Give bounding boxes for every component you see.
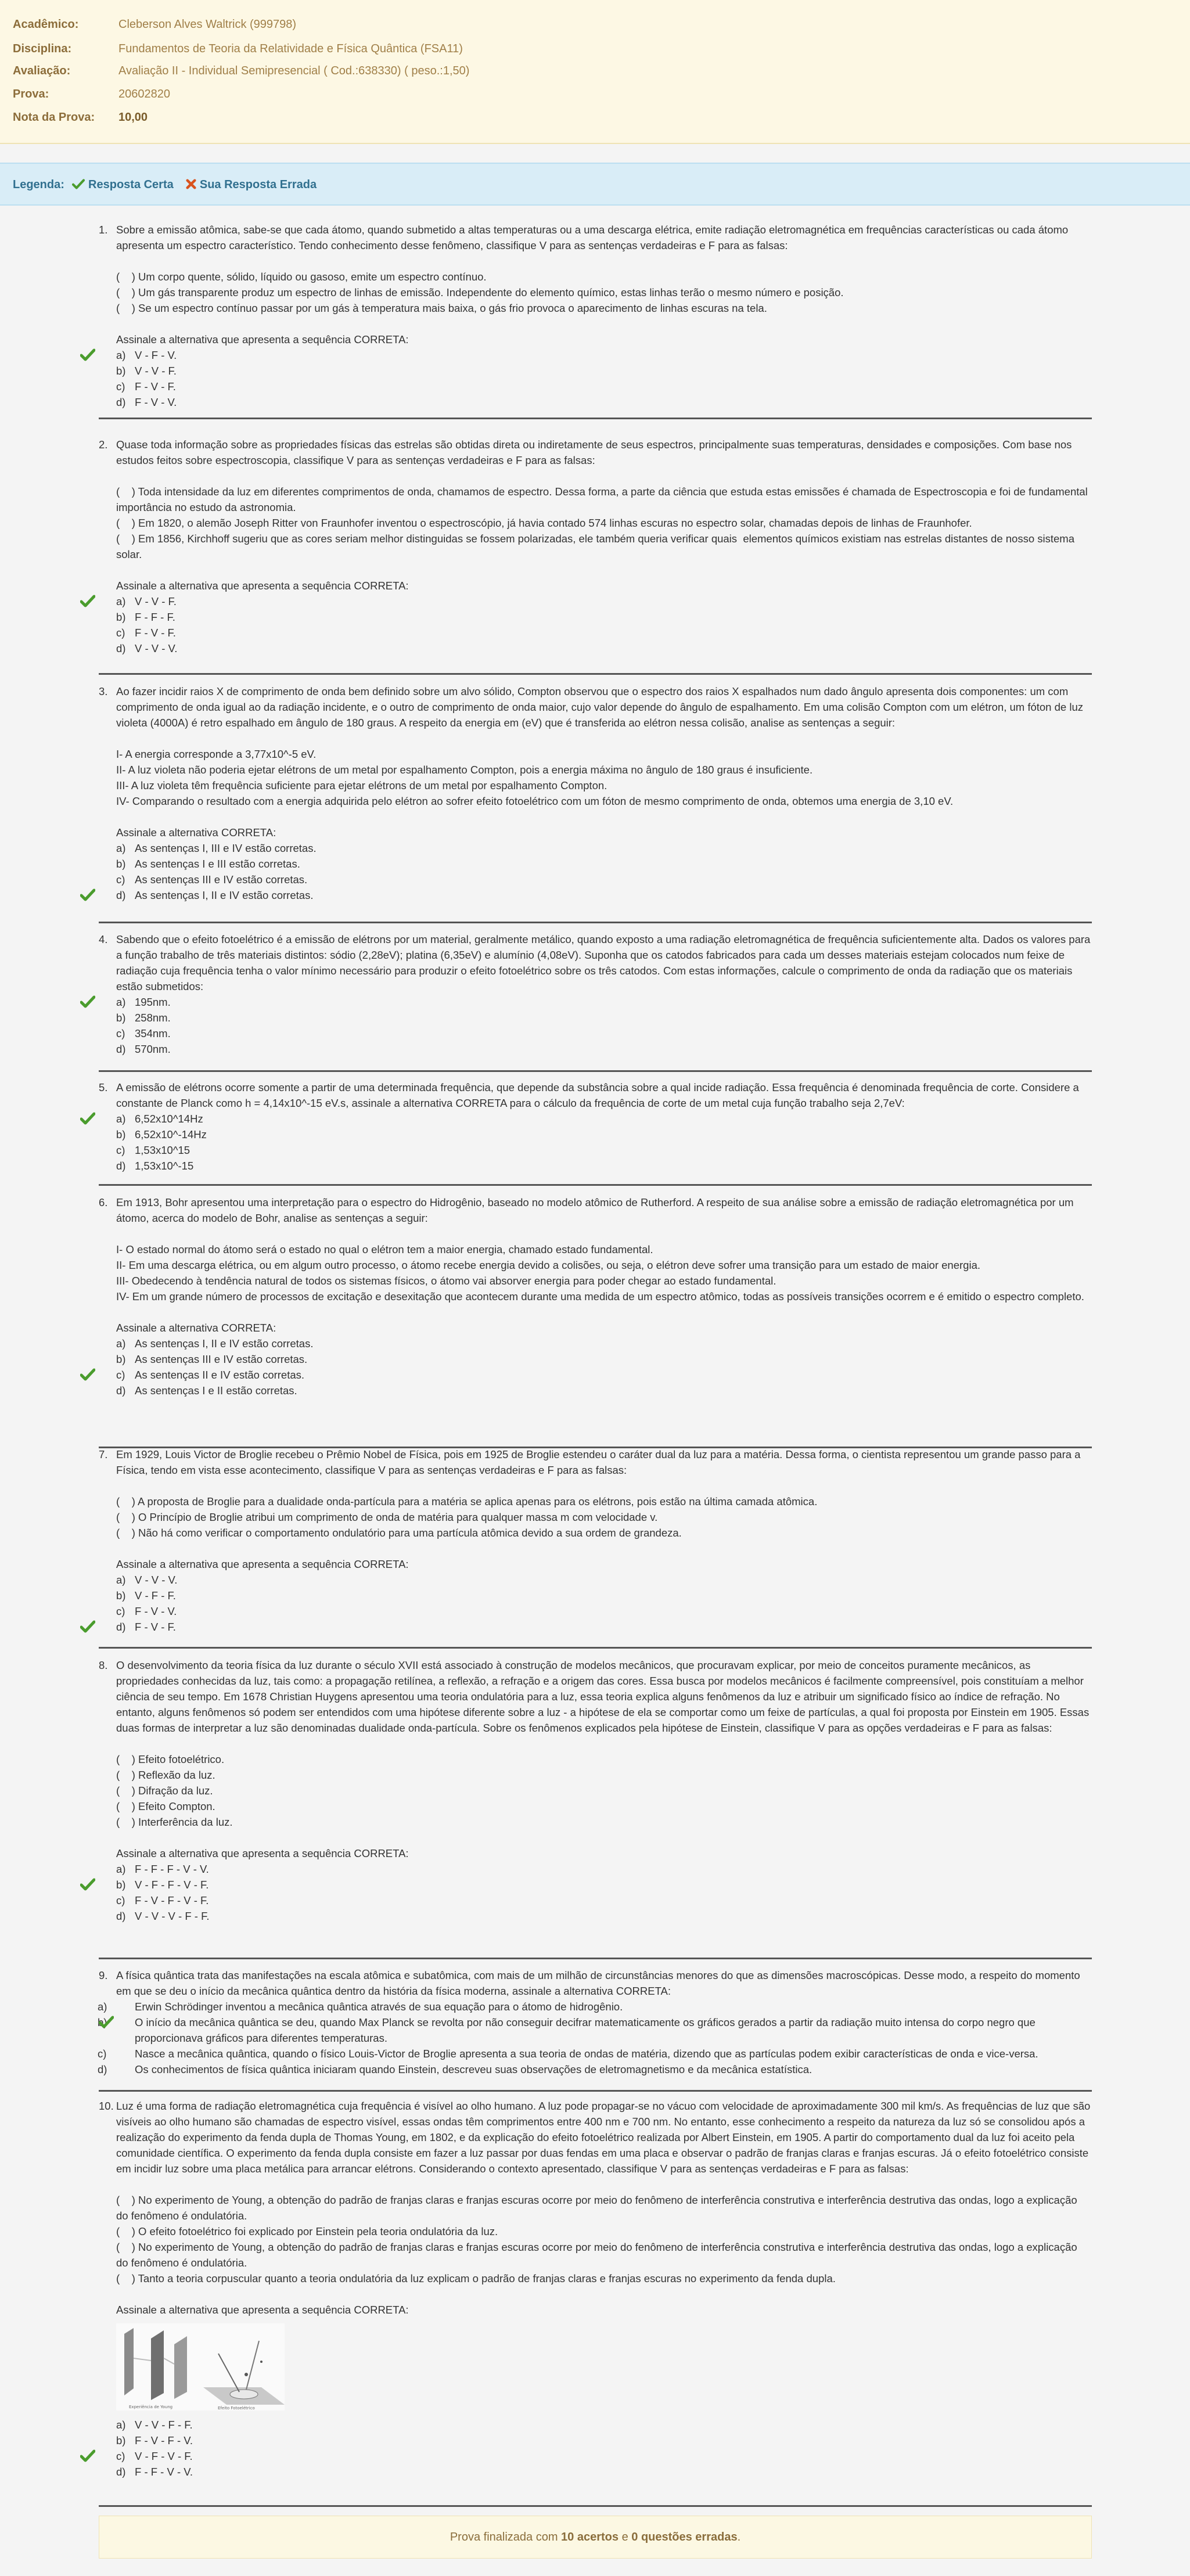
- option-letter: a): [116, 996, 126, 1008]
- option-d: [116, 641, 1092, 656]
- header-label: Nota da Prova:: [13, 111, 95, 124]
- option-text: As sentenças III e IV estão corretas.: [135, 873, 308, 886]
- option-text: As sentenças I e II estão corretas.: [135, 1384, 297, 1397]
- option-text: As sentenças III e IV estão corretas.: [135, 1353, 308, 1365]
- student-name: Cleberson Alves Waltrick (999798): [118, 18, 297, 31]
- option-letter: b): [116, 611, 126, 623]
- option-text: As sentenças I, II e IV estão corretas.: [135, 1337, 314, 1350]
- figure-caption-right: Efeito Fotoelétrico: [218, 2406, 255, 2410]
- question-number: 5.: [99, 1081, 108, 1093]
- question-number: 3.: [99, 685, 108, 697]
- question-10: [99, 2098, 1092, 2507]
- question-text: Ao fazer incidir raios X de comprimento de onda bem definido sobre um alvo sólido, Compton observou que o espectro dos raios X espalhados num dado ângulo apresenta dois componentes: um com comprimento de onda igual ao da radiação incidente, e o outro de comprimento de onda maior, cujo valor depende do ângulo de espalhamento. Em uma colisão Compton com um elétron, um fóton de luz violeta (4000A) é retro espalhado em ângulo de 180 graus. A respeito da energia em (eV) que é transferida ao elétron nessa colisão, analise as sentenças a seguir:: [116, 685, 1087, 729]
- statement-list: [116, 484, 1092, 562]
- option-text: Nasce a mecânica quântica, quando o físico Louis-Victor de Broglie apresenta a sua teoria de ondas de matéria, dizendo que as partículas podem exibir características de onda e vice-versa.: [135, 2048, 1038, 2060]
- option-text: 6,52x10^-14Hz: [135, 1128, 207, 1141]
- question-text: Em 1913, Bohr apresentou uma interpretação para o espectro do Hidrogênio, baseado no modelo atômico de Rutherford. A respeito de sua análise sobre a emissão de radiação eletromagnética por um átomo, acerca do modelo de Bohr, analise as sentenças a seguir:: [116, 1196, 1077, 1224]
- question-text: A física quântica trata das manifestações na escala atômica e subatômica, com mais de um milhão de circunstâncias menores do que as dimensões macroscópicas. Desse modo, a respeito do momento em que se deu o início da mecânica quântica dentro da história da física moderna, assinale a alternativa CORRETA:: [116, 1969, 1083, 1997]
- option-text: 1,53x10^-15: [135, 1160, 194, 1172]
- check-icon: [80, 595, 95, 607]
- option-letter: a): [116, 842, 126, 854]
- option-text: F - V - V.: [135, 1605, 177, 1617]
- option-letter: d): [116, 2466, 126, 2478]
- check-icon: [72, 178, 88, 191]
- option-letter: c): [116, 873, 125, 886]
- option-letter: c): [98, 2048, 107, 2060]
- question-number: 8.: [99, 1659, 108, 1671]
- statement: IV- Comparando o resultado com a energia adquirida pelo elétron ao sofrer efeito fotoelétrico com um fóton de mesmo comprimento de onda, obtemos uma energia de 3,10 eV.: [116, 795, 954, 807]
- option-a: [116, 840, 1092, 856]
- option-letter: c): [116, 1605, 125, 1617]
- question-body: [116, 1195, 1092, 1398]
- question-body: [116, 683, 1092, 903]
- option-text: 195nm.: [135, 996, 171, 1008]
- statement: I- A energia corresponde a 3,77x10^-5 eV.: [116, 748, 317, 760]
- option-list: [116, 1572, 1092, 1635]
- option-letter: a): [116, 2419, 126, 2431]
- question-body: [116, 1080, 1092, 1174]
- option-c: [116, 1142, 1092, 1158]
- result-suffix: .: [737, 2531, 741, 2543]
- option-text: 258nm.: [135, 1012, 171, 1024]
- statement: ( ) Em 1856, Kirchhoff sugeriu que as cores seriam melhor distinguidas se fossem polarizadas, ele também queria verificar quais elementos químicos existiam nas estrelas distantes de nosso sistema solar.: [116, 533, 1078, 560]
- option-letter: b): [116, 1128, 126, 1141]
- option-a: [116, 1111, 1092, 1127]
- statement: II- Em uma descarga elétrica, ou em algum outro processo, o átomo recebe energia devido a colisões, ou seja, o elétron deve sofrer uma transição para um estado de maior energia.: [116, 1259, 980, 1271]
- option-list: [116, 593, 1092, 656]
- question-number: 7.: [99, 1448, 108, 1460]
- option-b: [116, 609, 1092, 625]
- option-text: V - V - F - F.: [135, 2419, 193, 2431]
- answer-prompt: Assinale a alternativa que apresenta a sequência CORRETA:: [116, 580, 409, 592]
- question-body: [98, 1967, 1092, 2077]
- option-letter: b): [116, 2434, 126, 2447]
- experiment-illustration: [116, 2323, 1092, 2415]
- question-4: [99, 931, 1092, 1072]
- statement: III- Obedecendo à tendência natural de todos os sistemas físicos, o átomo vai absorver energia para poder chegar ao estado fundamental.: [116, 1275, 776, 1287]
- option-text: As sentenças II e IV estão corretas.: [135, 1369, 305, 1381]
- option-d: [116, 2464, 1092, 2480]
- question-5: [99, 1080, 1092, 1186]
- statement: ( ) A proposta de Broglie para a dualidade onda-partícula para a matéria se aplica apenas para os elétrons, pois estão na última camada atômica.: [116, 1495, 818, 1508]
- option-text: F - V - F - V - F.: [135, 1894, 209, 1906]
- option-text: V - V - V - F - F.: [135, 1910, 210, 1922]
- option-b: [116, 1877, 1092, 1893]
- option-letter: c): [116, 380, 125, 393]
- option-letter: a): [116, 595, 126, 607]
- option-a: [116, 994, 1092, 1010]
- option-letter: b): [116, 1353, 126, 1365]
- option-d: [116, 394, 1092, 410]
- option-c: [116, 1893, 1092, 1908]
- option-d: [116, 1383, 1092, 1398]
- option-text: As sentenças I, II e IV estão corretas.: [135, 889, 314, 901]
- option-b: [98, 2014, 1092, 2046]
- statement: ( ) O efeito fotoelétrico foi explicado por Einstein pela teoria ondulatória da luz.: [116, 2225, 498, 2237]
- statement-list: [116, 1242, 1092, 1304]
- option-text: V - F - F.: [135, 1589, 176, 1602]
- option-letter: d): [98, 2063, 107, 2075]
- option-text: O início da mecânica quântica se deu, quando Max Planck se revolta por não conseguir decifrar matematicamente os gráficos gerados a partir da radiação muito intensa do corpo negro que proporcionava gráficos para diferentes temperaturas.: [135, 2016, 1036, 2044]
- option-d: [116, 1041, 1092, 1057]
- option-d: [116, 887, 1092, 903]
- option-c: [116, 1367, 1092, 1383]
- option-a: [116, 1336, 1092, 1351]
- statement: III- A luz violeta têm frequência suficiente para ejetar elétrons de um metal por espalhamento Compton.: [116, 779, 607, 791]
- statement: ( ) No experimento de Young, a obtenção do padrão de franjas claras e franjas escuras ocorre por meio do fenômeno de interferência construtiva e interferência destrutiva das ondas, logo a explicação do fenômeno é ondulatória.: [116, 2194, 1080, 2222]
- exam-info-panel: [0, 0, 1190, 144]
- option-text: V - F - V - F.: [135, 2450, 193, 2462]
- question-2: [99, 437, 1092, 675]
- question-number: 9.: [99, 1969, 108, 1981]
- check-icon: [80, 1368, 95, 1381]
- question-text: Quase toda informação sobre as propriedades físicas das estrelas são obtidas direta ou indiretamente de seus espectros, principalmente suas temperaturas, densidades e composições. Com base nos estudos feitos sobre espectroscopia, classifique V para as sentenças verdadeiras e F para as falsas:: [116, 438, 1075, 466]
- cross-icon: [186, 178, 200, 191]
- answer-prompt: Assinale a alternativa que apresenta a sequência CORRETA:: [116, 1558, 409, 1570]
- statement: ( ) Se um espectro contínuo passar por um gás à temperatura mais baixa, o gás frio provoca o aparecimento de linhas escuras na tela.: [116, 302, 767, 314]
- option-text: V - V - F.: [135, 595, 177, 607]
- check-icon: [80, 348, 95, 361]
- question-number: 4.: [99, 933, 108, 945]
- question-number: 6.: [99, 1196, 108, 1208]
- question-text: A emissão de elétrons ocorre somente a partir de uma determinada frequência, que depende da substância sobre a qual incide radiação. Essa frequência é denominada frequência de corte. Considere a constante de Planck como h = 4,14x10^-15 eV.s, assinale a alternativa CORRETA para o cálculo da frequência de corte de um metal cuja função trabalho seja 2,7eV:: [116, 1081, 1082, 1109]
- option-letter: c): [116, 1144, 125, 1156]
- option-text: F - F - F.: [135, 611, 175, 623]
- question-3: [99, 683, 1092, 923]
- option-text: F - V - V.: [135, 396, 177, 408]
- result-middle: e: [621, 2531, 628, 2543]
- option-letter: b): [116, 365, 126, 377]
- statement-list: [116, 2192, 1092, 2286]
- option-b: [116, 1127, 1092, 1142]
- evaluation-name: Avaliação II - Individual Semipresencial ( Cod.:638330) ( peso.:1,50): [118, 64, 470, 77]
- option-letter: b): [116, 1589, 126, 1602]
- option-letter: d): [116, 1910, 126, 1922]
- check-icon: [80, 2449, 95, 2462]
- option-letter: b): [116, 1012, 126, 1024]
- check-icon: [80, 888, 95, 901]
- option-d: [116, 1619, 1092, 1635]
- question-body: [116, 2098, 1092, 2480]
- question-6: [99, 1195, 1092, 1448]
- option-letter: a): [116, 349, 126, 361]
- statement: ( ) No experimento de Young, a obtenção do padrão de franjas claras e franjas escuras ocorre por meio do fenômeno de interferência construtiva e interferência destrutiva das ondas, logo a explicação do fenômeno é ondulatória.: [116, 2241, 1080, 2269]
- statement-list: [116, 746, 1092, 809]
- question-text: Em 1929, Louis Victor de Broglie recebeu o Prêmio Nobel de Física, pois em 1925 de Broglie estendeu o caráter dual da luz para a matéria. Dessa forma, o cientista representou um grande passo para a Física, tendo em vista esse acontecimento, classifique V para as sentenças verdadeiras e F para as falsas:: [116, 1448, 1084, 1476]
- check-icon: [80, 1878, 95, 1891]
- statement: ( ) Em 1820, o alemão Joseph Ritter von Fraunhofer inventou o espectroscópio, já havia contado 574 linhas escuras no espectro solar, chamadas depois de linhas de Fraunhofer.: [116, 517, 972, 529]
- answer-prompt: Assinale a alternativa CORRETA:: [116, 1322, 276, 1334]
- question-body: [116, 1657, 1092, 1924]
- option-text: As sentenças I e III estão corretas.: [135, 858, 300, 870]
- option-a: [98, 1999, 1092, 2014]
- statement: ( ) Interferência da luz.: [116, 1816, 233, 1828]
- option-letter: c): [116, 2450, 125, 2462]
- option-text: V - V - F.: [135, 365, 177, 377]
- option-text: F - V - F.: [135, 380, 176, 393]
- option-list: [116, 994, 1092, 1057]
- header-label: Avaliação:: [13, 64, 71, 77]
- statement: ( ) O Princípio de Broglie atribui um comprimento de onda de matéria para qualquer massa m com velocidade v.: [116, 1511, 658, 1523]
- option-b: [116, 1588, 1092, 1603]
- question-text: Luz é uma forma de radiação eletromagnética cuja frequência é visível ao olho humano. A luz pode propagar-se no vácuo com velocidade de aproximadamente 300 mil km/s. As frequências de luz que são visíveis ao olho humano são chamadas de espectro visível, essas ondas têm comprimentos entre 400 nm e 700 nm. No entanto, esse conhecimento a respeito da natureza da luz só se consolidou após a realização do experimento da fenda dupla de Thomas Young, em 1802, e da explicação do efeito fotoelétrico realizada por Albert Einstein, em 1905. A partir do comportamento dual da luz foi aceito pela comunidade científica. O experimento da fenda dupla consiste em fazer a luz passar por duas fendas em uma placa e observar o padrão de franjas claras e franjas escuras. Já o efeito fotoelétrico consiste em incidir luz sobre uma placa metálica para arrancar elétrons. Considerando o contexto apresentado, classifique V para as sentenças verdadeiras e F para as falsas:: [116, 2100, 1094, 2175]
- option-c: [116, 872, 1092, 887]
- answer-prompt: Assinale a alternativa CORRETA:: [116, 826, 276, 839]
- question-7: [99, 1447, 1092, 1649]
- statement-list: [116, 269, 1092, 316]
- answer-prompt: Assinale a alternativa que apresenta a sequência CORRETA:: [116, 333, 409, 346]
- option-list: [116, 347, 1092, 410]
- option-letter: b): [116, 1879, 126, 1891]
- option-c: [116, 2448, 1092, 2464]
- question-body: [116, 222, 1092, 410]
- option-letter: b): [98, 2016, 107, 2028]
- header-label: Prova:: [13, 88, 49, 100]
- option-text: 6,52x10^14Hz: [135, 1113, 203, 1125]
- legend-wrong-label: Sua Resposta Errada: [199, 178, 317, 191]
- question-9: [99, 1967, 1092, 2092]
- option-b: [116, 363, 1092, 379]
- check-icon: [80, 995, 95, 1008]
- question-text: O desenvolvimento da teoria física da luz durante o século XVII está associado à construção de modelos mecânicos, que procuravam explicar, por meio de conceitos puramente mecânicos, as propriedades conhecidas da luz, tais como: a propagação retilínea, a reflexão, a refração e a origem das cores. Essa busca por modelos mecânicos é facilmente compreensível, pois constituíam a melhor ciência de seu tempo. Em 1678 Christian Huygens apresentou uma teoria ondulatória para a luz, essa teoria explica alguns fenômenos da luz e atribuir um significado físico ao índice de refração. No entanto, alguns fenômenos só podem ser entendidos com uma hipótese diferente sobre a luz - a hipótese de ela se comportar como um feixe de partículas, a qual foi proposta por Einstein em 1905. Essas duas formas de interpretar a luz são denominadas dualidade onda-partícula. Sobre os fenômenos explicados pela hipótese de Einstein, classifique V para as opções verdadeiras e F para as falsas:: [116, 1659, 1092, 1734]
- statement: ( ) Reflexão da luz.: [116, 1769, 215, 1781]
- statement: ( ) Um gás transparente produz um espectro de linhas de emissão. Independente do elemento químico, estas linhas terão o mesmo número e posição.: [116, 286, 844, 298]
- statement-list: [116, 1751, 1092, 1830]
- check-icon: [99, 2016, 114, 2028]
- option-letter: c): [116, 1369, 125, 1381]
- question-body: [116, 1447, 1092, 1635]
- option-text: V - V - V.: [135, 642, 178, 654]
- option-letter: d): [116, 889, 126, 901]
- option-text: V - F - V.: [135, 349, 177, 361]
- option-a: [116, 1861, 1092, 1877]
- statement: ( ) Efeito fotoelétrico.: [116, 1753, 225, 1765]
- statement-list: [116, 1494, 1092, 1541]
- statement: I- O estado normal do átomo será o estado no qual o elétron tem a maior energia, chamado estado fundamental.: [116, 1243, 653, 1255]
- option-letter: d): [116, 396, 126, 408]
- option-text: Os conhecimentos de física quântica iniciaram quando Einstein, descreveu suas observações de eletromagnetismo e da mecânica estatística.: [135, 2063, 812, 2075]
- option-letter: a): [116, 1113, 126, 1125]
- option-letter: c): [116, 1027, 125, 1039]
- option-b: [116, 1351, 1092, 1367]
- option-b: [116, 1010, 1092, 1026]
- option-letter: c): [116, 1894, 125, 1906]
- question-number: 10.: [99, 2100, 114, 2112]
- question-number: 1.: [99, 224, 108, 236]
- option-c: [98, 2046, 1092, 2061]
- option-a: [116, 347, 1092, 363]
- option-letter: b): [116, 858, 126, 870]
- option-a: [116, 593, 1092, 609]
- question-1: [99, 222, 1092, 419]
- statement: II- A luz violeta não poderia ejetar elétrons de um metal por espalhamento Compton, pois a energia máxima no ângulo de 180 graus é insuficiente.: [116, 764, 813, 776]
- figure-caption-left: Experiência de Young: [129, 2405, 173, 2409]
- option-c: [116, 1026, 1092, 1041]
- legend-correct-label: Resposta Certa: [88, 178, 174, 191]
- option-list: [116, 1861, 1092, 1924]
- option-text: Erwin Schrödinger inventou a mecânica quântica através de sua equação para o átomo de hidrogênio.: [135, 2001, 623, 2013]
- option-d: [116, 1908, 1092, 1924]
- option-a: [116, 2417, 1092, 2433]
- result-prefix: Prova finalizada com: [450, 2531, 558, 2543]
- option-letter: a): [98, 2001, 107, 2013]
- question-body: [116, 437, 1092, 656]
- option-b: [116, 2433, 1092, 2448]
- option-text: F - V - F.: [135, 1621, 176, 1633]
- statement: ( ) Difração da luz.: [116, 1785, 213, 1797]
- statement: ( ) Não há como verificar o comportamento ondulatório para uma partícula atômica devido a sua ordem de grandeza.: [116, 1527, 682, 1539]
- header-label: Acadêmico:: [13, 18, 79, 31]
- legend-bar: [0, 163, 1190, 206]
- statement: ( ) Efeito Compton.: [116, 1800, 215, 1812]
- option-text: V - V - V.: [135, 1574, 178, 1586]
- statement: ( ) Toda intensidade da luz em diferentes comprimentos de onda, chamamos de espectro. Dessa forma, a parte da ciência que estuda estas emissões é chamada de Espectroscopia e foi de fundamental importância no estudo da astronomia.: [116, 485, 1091, 513]
- wrong-count: 0 questões erradas: [631, 2531, 738, 2543]
- option-letter: d): [116, 642, 126, 654]
- question-number: 2.: [99, 438, 108, 451]
- option-list: [98, 1999, 1092, 2077]
- option-list: [116, 1111, 1092, 1174]
- option-c: [116, 1603, 1092, 1619]
- option-d: [116, 1158, 1092, 1174]
- option-letter: d): [116, 1043, 126, 1055]
- option-letter: c): [116, 627, 125, 639]
- statement: IV- Em um grande número de processos de excitação e desexitação que acontecem durante uma medida de um espectro atômico, todas as possíveis transições ocorrem e é emitido o espectro completo.: [116, 1290, 1084, 1303]
- legend-title: Legenda:: [13, 178, 64, 191]
- option-list: [116, 1336, 1092, 1398]
- option-d: [98, 2061, 1092, 2077]
- exam-grade: 10,00: [118, 111, 148, 124]
- option-text: F - F - F - V - V.: [135, 1863, 209, 1875]
- option-letter: d): [116, 1621, 126, 1633]
- option-list: [116, 840, 1092, 903]
- option-text: V - F - F - V - F.: [135, 1879, 209, 1891]
- option-c: [116, 625, 1092, 641]
- option-text: 354nm.: [135, 1027, 171, 1039]
- option-list: [116, 2417, 1092, 2480]
- option-letter: d): [116, 1384, 126, 1397]
- header-label: Disciplina:: [13, 42, 72, 55]
- option-text: F - V - F - V.: [135, 2434, 193, 2447]
- option-a: [116, 1572, 1092, 1588]
- option-letter: a): [116, 1337, 126, 1350]
- option-text: 1,53x10^15: [135, 1144, 190, 1156]
- option-b: [116, 856, 1092, 872]
- answer-prompt: Assinale a alternativa que apresenta a sequência CORRETA:: [116, 1847, 409, 1859]
- discipline-name: Fundamentos de Teoria da Relatividade e Física Quântica (FSA11): [118, 42, 463, 55]
- statement: ( ) Um corpo quente, sólido, líquido ou gasoso, emite um espectro contínuo.: [116, 271, 487, 283]
- option-letter: a): [116, 1863, 126, 1875]
- option-text: F - F - V - V.: [135, 2466, 193, 2478]
- option-letter: a): [116, 1574, 126, 1586]
- option-letter: d): [116, 1160, 126, 1172]
- young-photoelectric-figure: [116, 2323, 285, 2410]
- option-text: 570nm.: [135, 1043, 171, 1055]
- question-body: [116, 931, 1092, 1057]
- correct-count: 10 acertos: [561, 2531, 619, 2543]
- check-icon: [80, 1112, 95, 1125]
- exam-number: 20602820: [118, 88, 170, 100]
- question-text: Sobre a emissão atômica, sabe-se que cada átomo, quando submetido a altas temperaturas ou a uma descarga elétrica, emite radiação eletromagnética em frequências características ou cada átomo apresenta um espectro característico. Tendo conhecimento desse fenômeno, classifique V para as sentenças verdadeiras e F para as falsas:: [116, 224, 1072, 251]
- question-text: Sabendo que o efeito fotoelétrico é a emissão de elétrons por um material, geralmente metálico, quando exposto a uma radiação eletromagnética de frequência suficientemente alta. Dados os valores para a função trabalho de três materiais distintos: sódio (2,28eV); platina (6,35eV) e alumínio (4,08eV). Suponha que os catodos fabricados para cada um desses materiais estejam colocados num feixe de radiação cuja frequência tenha o valor mínimo necessário para produzir o efeito fotoelétrico sobre os três catodos. Com estas informações, calcule o comprimento de onda da radiação que os materiais estão submetidos:: [116, 933, 1094, 992]
- option-text: F - V - F.: [135, 627, 176, 639]
- statement: ( ) Tanto a teoria corpuscular quanto a teoria ondulatória da luz explicam o padrão de franjas claras e franjas escuras no experimento da fenda dupla.: [116, 2272, 836, 2284]
- exam-result-summary: [99, 2516, 1092, 2559]
- question-8: [99, 1657, 1092, 1959]
- check-icon: [80, 1620, 95, 1633]
- answer-prompt: Assinale a alternativa que apresenta a sequência CORRETA:: [116, 2304, 409, 2316]
- option-c: [116, 379, 1092, 394]
- option-text: As sentenças I, III e IV estão corretas.: [135, 842, 317, 854]
